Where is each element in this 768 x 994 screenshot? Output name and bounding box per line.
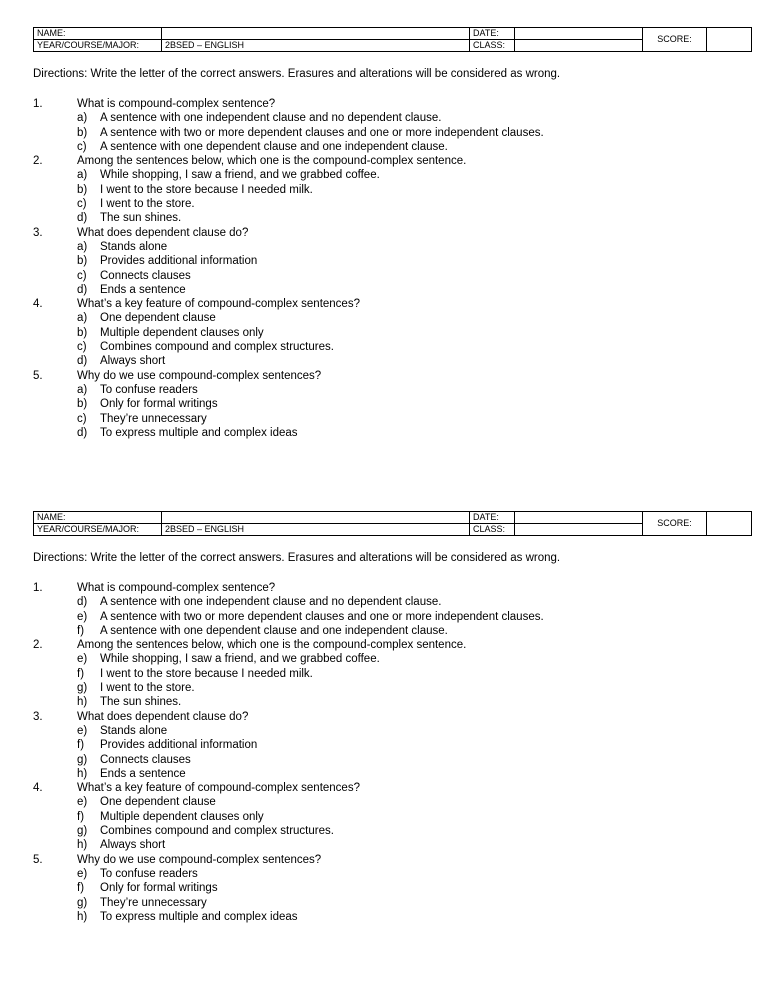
question-number: 5.	[33, 369, 43, 382]
option-text: I went to the store because I needed milk.	[100, 183, 313, 196]
name-label: NAME:	[34, 512, 162, 524]
name-field[interactable]	[162, 512, 470, 524]
answer-option	[33, 738, 753, 752]
class-field[interactable]	[515, 40, 643, 52]
answer-option	[33, 610, 753, 624]
question-number: 5.	[33, 853, 43, 866]
option-text: I went to the store.	[100, 682, 195, 695]
option-text: Only for formal writings	[100, 398, 218, 411]
question-number: 2.	[33, 639, 43, 652]
name-label: NAME:	[34, 28, 162, 40]
option-text: Always short	[100, 839, 166, 852]
answer-option	[33, 340, 753, 354]
option-text: Multiple dependent clauses only	[100, 326, 264, 339]
question-number: 3.	[33, 226, 43, 239]
answer-option	[33, 624, 753, 638]
directions-text: Directions: Write the letter of the correct answers. Erasures and alterations will be considered as wrong.	[33, 552, 561, 564]
option-letter: c)	[77, 140, 87, 153]
answer-option	[33, 183, 753, 197]
answer-option	[33, 753, 753, 767]
option-text: Ends a sentence	[100, 283, 186, 296]
option-text: They’re unnecessary	[100, 896, 207, 909]
option-text: To confuse readers	[100, 867, 198, 880]
option-letter: b)	[77, 326, 88, 339]
year-course-major-value: 2BSED – ENGLISH	[162, 524, 470, 536]
option-letter: h)	[77, 910, 88, 923]
option-letter: f)	[77, 624, 85, 637]
option-text: A sentence with one independent clause and no dependent clause.	[100, 596, 442, 609]
option-letter: c)	[77, 269, 87, 282]
option-text: Combines compound and complex structures.	[100, 825, 334, 838]
question-number: 4.	[33, 298, 43, 311]
answer-option	[33, 910, 753, 924]
answer-option	[33, 795, 753, 809]
question-item	[33, 297, 753, 311]
answer-option	[33, 767, 753, 781]
answer-option	[33, 838, 753, 852]
question-number: 4.	[33, 782, 43, 795]
option-letter: d)	[77, 596, 88, 609]
directions-text: Directions: Write the letter of the correct answers. Erasures and alterations will be considered as wrong.	[33, 68, 561, 80]
option-text: To confuse readers	[100, 383, 198, 396]
option-letter: e)	[77, 653, 88, 666]
option-text: Stands alone	[100, 240, 168, 253]
answer-option	[33, 126, 753, 140]
option-letter: g)	[77, 753, 88, 766]
option-text: Ends a sentence	[100, 767, 186, 780]
option-text: A sentence with one dependent clause and one independent clause.	[100, 140, 448, 153]
answer-option	[33, 896, 753, 910]
answer-option	[33, 311, 753, 325]
question-item	[33, 226, 753, 240]
header-table-1	[33, 27, 752, 52]
option-letter: b)	[77, 126, 88, 139]
question-text: What’s a key feature of compound-complex sentences?	[77, 782, 360, 795]
answer-option	[33, 724, 753, 738]
option-letter: g)	[77, 825, 88, 838]
question-text: What does dependent clause do?	[77, 710, 249, 723]
year-course-major-label: YEAR/COURSE/MAJOR:	[34, 524, 162, 536]
question-text: What is compound-complex sentence?	[77, 582, 276, 594]
question-text: Why do we use compound-complex sentences?	[77, 853, 322, 866]
question-list-1	[33, 97, 753, 440]
score-field[interactable]	[707, 28, 752, 52]
score-label: SCORE:	[643, 28, 707, 52]
option-letter: e)	[77, 867, 88, 880]
option-letter: b)	[77, 183, 88, 196]
answer-option	[33, 652, 753, 666]
option-text: While shopping, I saw a friend, and we grabbed coffee.	[100, 169, 380, 182]
option-text: A sentence with one dependent clause and one independent clause.	[100, 624, 448, 637]
option-letter: c)	[77, 341, 87, 354]
answer-option	[33, 254, 753, 268]
option-letter: h)	[77, 839, 88, 852]
question-text: Among the sentences below, which one is the compound-complex sentence.	[77, 155, 467, 168]
option-text: To express multiple and complex ideas	[100, 910, 298, 923]
answer-option	[33, 824, 753, 838]
question-text: What’s a key feature of compound-complex sentences?	[77, 298, 360, 311]
year-course-major-label: YEAR/COURSE/MAJOR:	[34, 40, 162, 52]
date-field[interactable]	[515, 512, 643, 524]
date-label: DATE:	[470, 28, 515, 40]
option-letter: c)	[77, 412, 87, 425]
answer-option	[33, 810, 753, 824]
option-letter: e)	[77, 724, 88, 737]
option-letter: c)	[77, 198, 87, 211]
question-item	[33, 710, 753, 724]
option-text: Provides additional information	[100, 739, 258, 752]
answer-option	[33, 269, 753, 283]
option-text: Provides additional information	[100, 255, 258, 268]
answer-option	[33, 140, 753, 154]
date-field[interactable]	[515, 28, 643, 40]
question-item	[33, 638, 753, 652]
option-text: One dependent clause	[100, 312, 216, 325]
answer-option	[33, 197, 753, 211]
question-number: 2.	[33, 155, 43, 168]
option-letter: d)	[77, 212, 88, 225]
name-field[interactable]	[162, 28, 470, 40]
option-text: Only for formal writings	[100, 882, 218, 895]
option-text: One dependent clause	[100, 796, 216, 809]
option-letter: d)	[77, 283, 88, 296]
question-item	[33, 781, 753, 795]
date-label: DATE:	[470, 512, 515, 524]
answer-option	[33, 111, 753, 125]
option-text: A sentence with one independent clause and no dependent clause.	[100, 112, 442, 125]
answer-option	[33, 681, 753, 695]
option-text: Multiple dependent clauses only	[100, 810, 264, 823]
option-letter: d)	[77, 355, 88, 368]
question-text: What does dependent clause do?	[77, 226, 249, 239]
option-letter: e)	[77, 796, 88, 809]
header-table-2	[33, 511, 752, 536]
answer-option	[33, 354, 753, 368]
option-text: While shopping, I saw a friend, and we grabbed coffee.	[100, 653, 380, 666]
question-number: 1.	[33, 582, 43, 594]
option-letter: a)	[77, 312, 88, 325]
option-letter: d)	[77, 426, 88, 439]
class-label: CLASS:	[470, 40, 515, 52]
score-label: SCORE:	[643, 512, 707, 536]
option-letter: f)	[77, 810, 85, 823]
answer-option	[33, 283, 753, 297]
class-label: CLASS:	[470, 524, 515, 536]
score-field[interactable]	[707, 512, 752, 536]
answer-option	[33, 326, 753, 340]
question-text: What is compound-complex sentence?	[77, 98, 276, 110]
answer-option	[33, 695, 753, 709]
option-text: Connects clauses	[100, 753, 191, 766]
option-text: The sun shines.	[100, 696, 182, 709]
option-letter: b)	[77, 398, 88, 411]
option-letter: g)	[77, 682, 88, 695]
option-letter: a)	[77, 383, 88, 396]
answer-option	[33, 240, 753, 254]
answer-option	[33, 667, 753, 681]
question-number: 3.	[33, 710, 43, 723]
question-item	[33, 581, 753, 595]
option-letter: a)	[77, 169, 88, 182]
answer-option	[33, 412, 753, 426]
question-item	[33, 369, 753, 383]
question-item	[33, 154, 753, 168]
option-text: I went to the store because I needed milk.	[100, 667, 313, 680]
year-course-major-value: 2BSED – ENGLISH	[162, 40, 470, 52]
option-letter: a)	[77, 112, 88, 125]
answer-option	[33, 211, 753, 225]
answer-option	[33, 881, 753, 895]
option-text: A sentence with two or more dependent clauses and one or more independent clauses.	[100, 610, 544, 623]
question-list-2	[33, 581, 753, 924]
option-text: I went to the store.	[100, 198, 195, 211]
option-letter: b)	[77, 255, 88, 268]
option-text: A sentence with two or more dependent clauses and one or more independent clauses.	[100, 126, 544, 139]
answer-option	[33, 867, 753, 881]
question-number: 1.	[33, 98, 43, 110]
question-item	[33, 853, 753, 867]
option-text: They’re unnecessary	[100, 412, 207, 425]
answer-option	[33, 595, 753, 609]
answer-option	[33, 168, 753, 182]
answer-option	[33, 426, 753, 440]
class-field[interactable]	[515, 524, 643, 536]
question-text: Among the sentences below, which one is the compound-complex sentence.	[77, 639, 467, 652]
option-letter: h)	[77, 696, 88, 709]
option-letter: f)	[77, 739, 85, 752]
option-text: Connects clauses	[100, 269, 191, 282]
answer-option	[33, 397, 753, 411]
option-text: To express multiple and complex ideas	[100, 426, 298, 439]
question-item	[33, 97, 753, 111]
question-text: Why do we use compound-complex sentences?	[77, 369, 322, 382]
option-letter: f)	[77, 667, 85, 680]
option-text: Stands alone	[100, 724, 168, 737]
option-text: The sun shines.	[100, 212, 182, 225]
option-letter: h)	[77, 767, 88, 780]
option-letter: g)	[77, 896, 88, 909]
option-text: Always short	[100, 355, 166, 368]
option-letter: f)	[77, 882, 85, 895]
option-text: Combines compound and complex structures.	[100, 341, 334, 354]
option-letter: a)	[77, 240, 88, 253]
option-letter: e)	[77, 610, 88, 623]
answer-option	[33, 383, 753, 397]
